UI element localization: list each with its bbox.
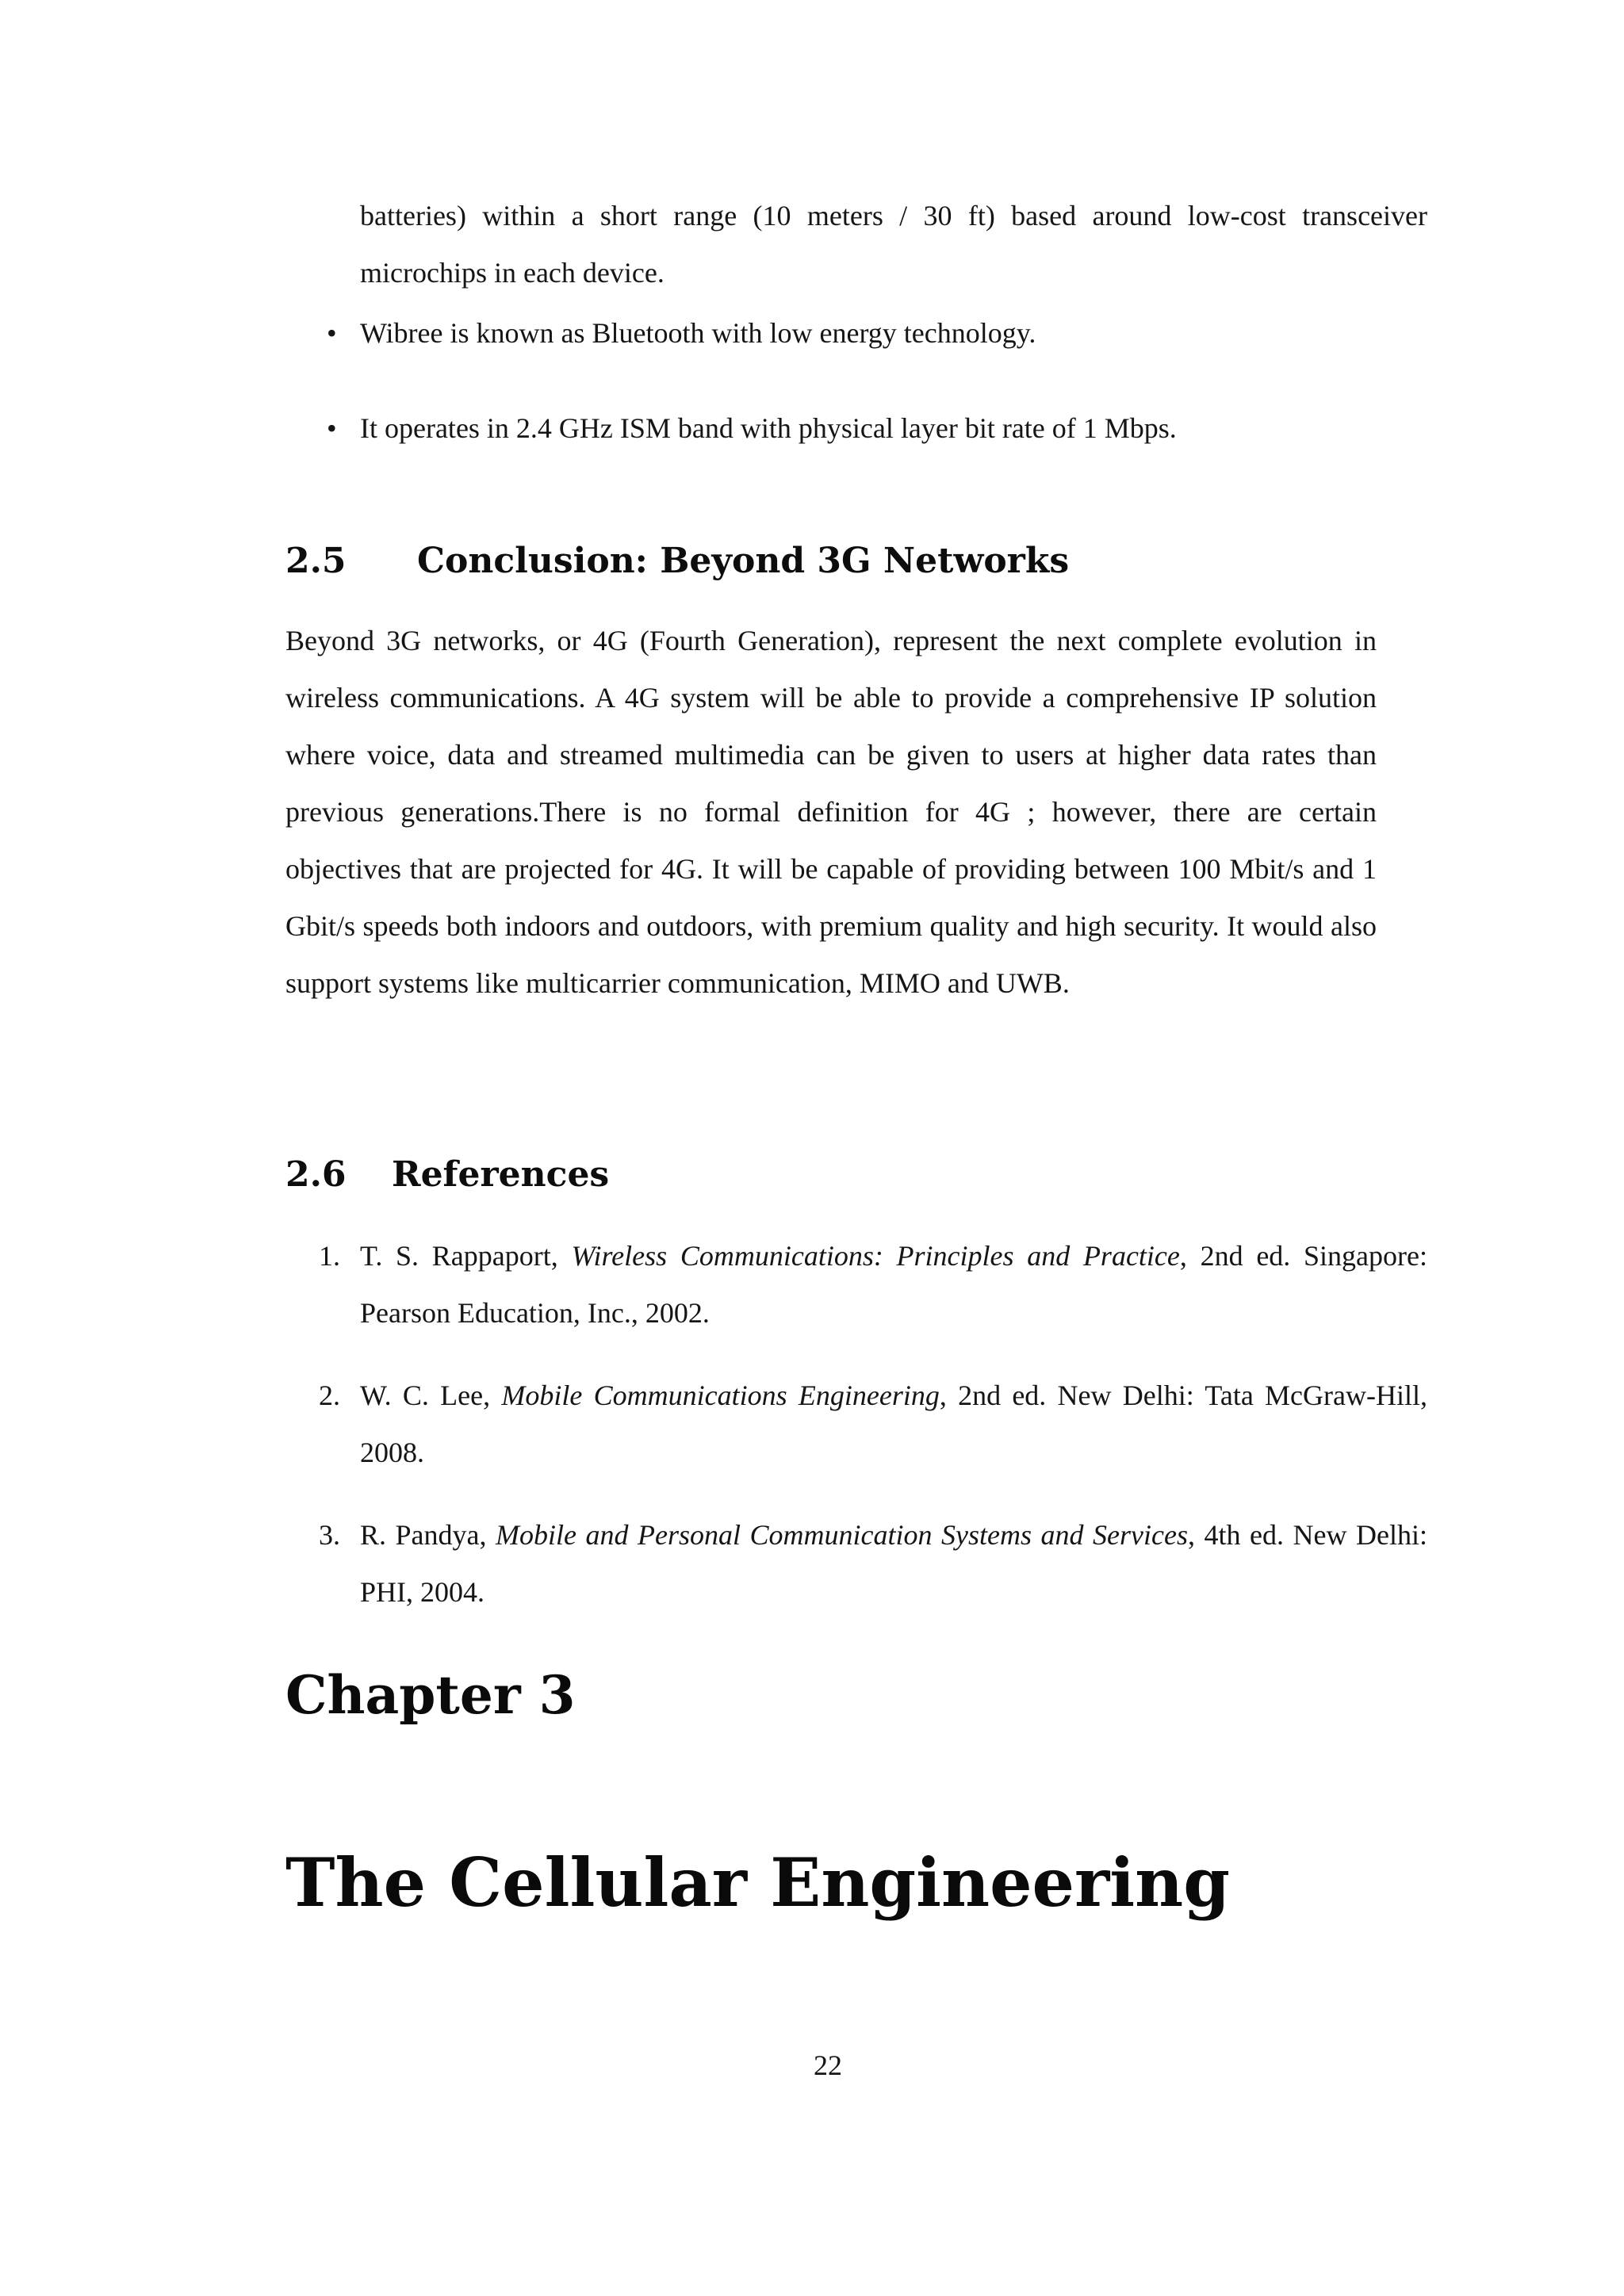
list-item-text: Wibree is known as Bluetooth with low energy technology.	[360, 317, 1036, 349]
reference-item	[319, 1506, 1427, 1621]
section-title: References	[392, 1154, 610, 1195]
reference-authors: W. C. Lee,	[360, 1380, 502, 1411]
section-title: Conclusion: Beyond 3G Networks	[417, 541, 1070, 581]
reference-number: 2.	[319, 1380, 340, 1411]
continuation-text: batteries) within a short range (10 meters / 30 ft) based around low-cost transceiver microchips in each device.	[360, 200, 1427, 289]
reference-number: 1.	[319, 1240, 340, 1272]
chapter-label: Chapter 3	[285, 1664, 576, 1726]
page-number: 22	[814, 2049, 842, 2081]
reference-item	[319, 1367, 1427, 1481]
bullet-list	[327, 304, 1427, 362]
list-item-text: It operates in 2.4 GHz ISM band with physical layer bit rate of 1 Mbps.	[360, 412, 1177, 444]
reference-number: 3.	[319, 1519, 340, 1551]
reference-item	[319, 1227, 1427, 1341]
list-item	[327, 304, 1427, 362]
reference-title: Mobile Communications Engineering	[501, 1380, 940, 1411]
reference-list	[319, 1227, 1427, 1621]
reference-details: , 2nd ed. New Delhi: Tata McGraw-Hill, 2008.	[360, 1380, 1427, 1468]
bullet-list	[327, 400, 1427, 457]
list-item	[327, 400, 1427, 457]
conclusion-paragraph: Beyond 3G networks, or 4G (Fourth Generation), represent the next complete evolution in wireless communications. A 4G system will be able to provide a comprehensive IP solution where voice, data and streamed multimedia can be given to users at higher data rates than previous generations.There is no formal definition for 4G ; however, there are certain objectives that are projected for 4G. It will be capable of providing between 100 Mbit/s and 1 Gbit/s speeds both indoors and outdoors, with premium quality and high security. It would also support systems like multicarrier communication, MIMO and UWB.	[285, 625, 1377, 999]
reference-details: , 2nd ed. Singapore: Pearson Education, Inc., 2002.	[360, 1240, 1427, 1329]
reference-authors: T. S. Rappaport,	[360, 1240, 572, 1272]
reference-title: Mobile and Personal Communication Systems and Services	[496, 1519, 1188, 1551]
reference-authors: R. Pandya,	[360, 1519, 496, 1551]
bullet-icon: •	[327, 317, 337, 349]
section-number: 2.6	[285, 1154, 347, 1195]
bullet-icon: •	[327, 412, 337, 444]
reference-details: , 4th ed. New Delhi: PHI, 2004.	[360, 1519, 1427, 1608]
reference-title: Wireless Communications: Principles and Practice	[571, 1240, 1180, 1272]
chapter-title: The Cellular Engineering	[285, 1843, 1230, 1922]
section-number: 2.5	[285, 541, 347, 581]
